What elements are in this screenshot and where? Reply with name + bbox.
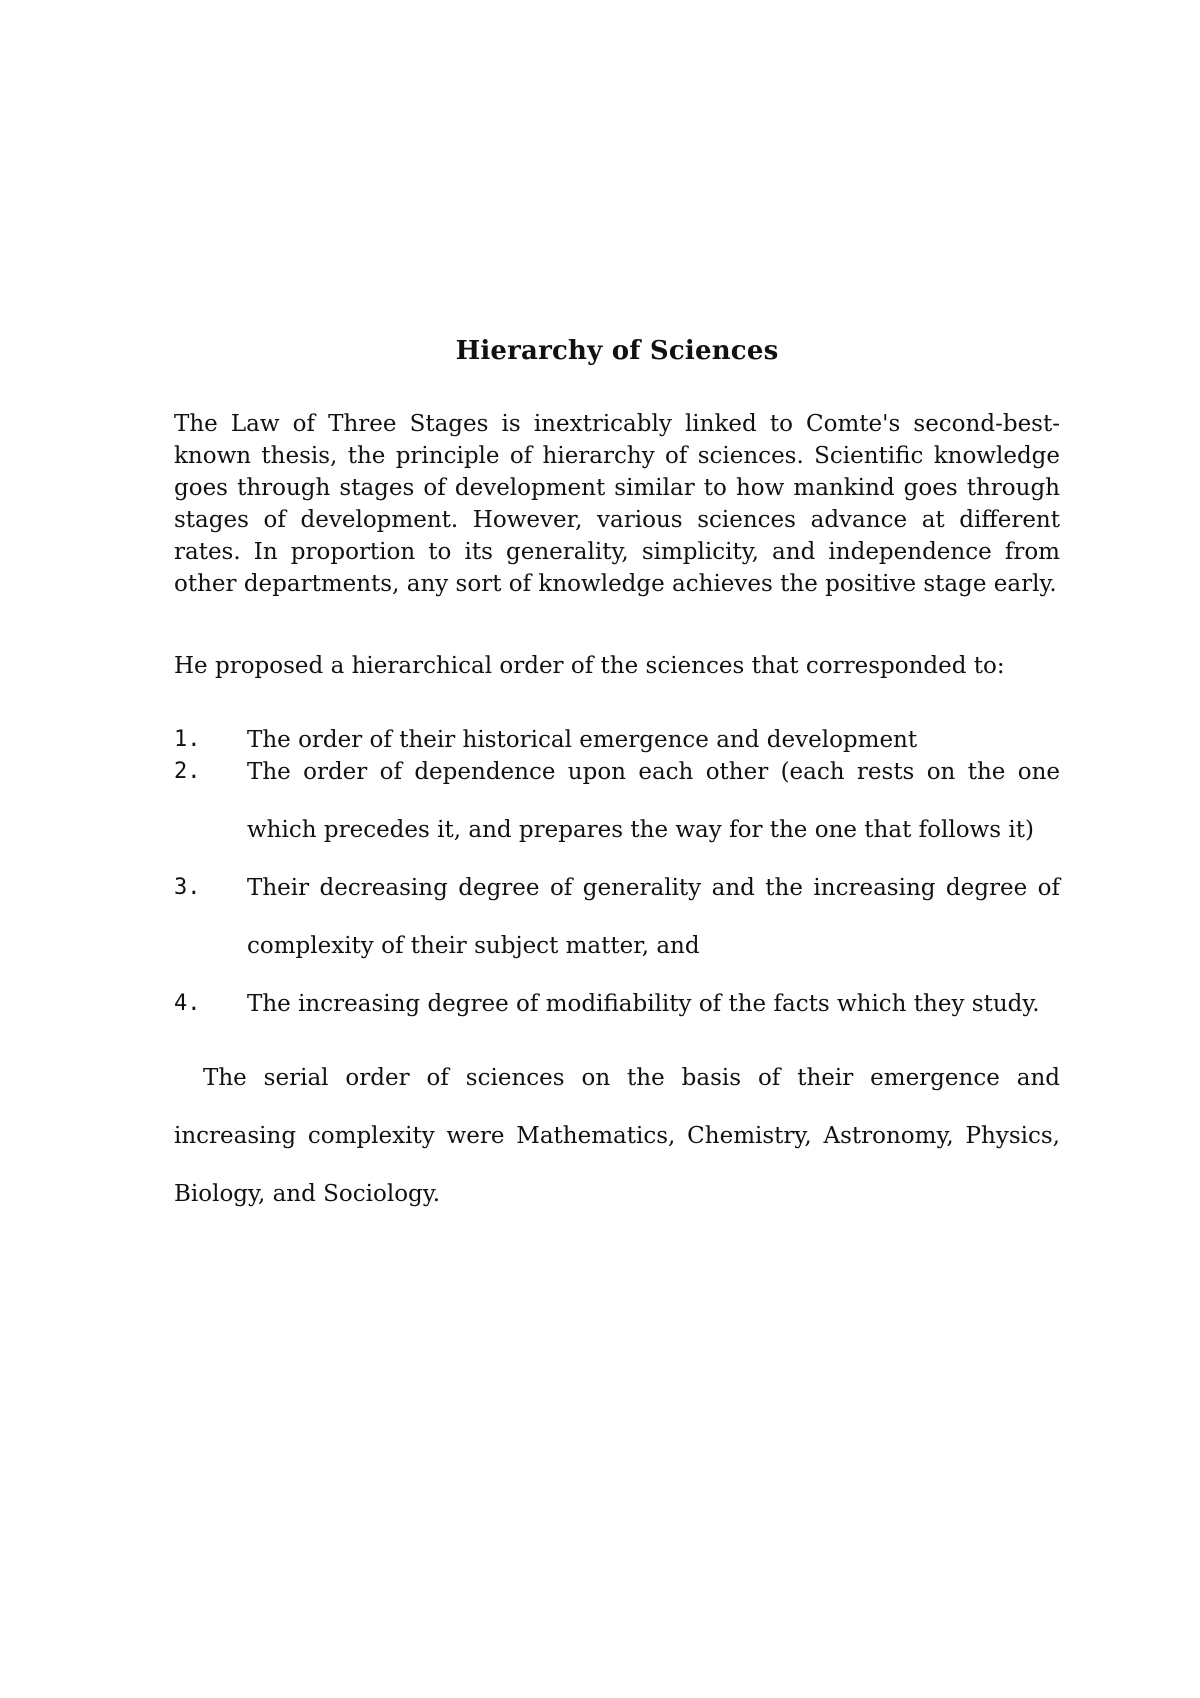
- list-item-number: 1.: [174, 727, 201, 752]
- paragraph-serial-order: The serial order of sciences on the basis of their emergence and increasing complexity were Mathematics, Chemistry, Astronomy, Physics, Biology, and Sociology.: [174, 1065, 1060, 1207]
- paragraph-law-of-three-stages: The Law of Three Stages is inextricably linked to Comte's second-best-known thesis, the principle of hierarchy of sciences. Scientific knowledge goes through stages of development similar to how mankind goes through stages of development. However, various sciences advance at different rates. In proportion to its generality, simplicity, and independence from other departments, any sort of knowledge achieves the positive stage early.: [174, 411, 1060, 597]
- document-page: [174, 336, 1060, 1246]
- list-item-number: 3.: [174, 875, 201, 900]
- list-item: [174, 743, 1060, 859]
- list-item-text: Their decreasing degree of generality and the increasing degree of complexity of their subject matter, and: [247, 875, 1060, 959]
- list-item-number: 4.: [174, 991, 201, 1016]
- list-item: [174, 859, 1060, 975]
- list-intro: He proposed a hierarchical order of the sciences that corresponded to:: [174, 653, 1005, 679]
- list-item: [174, 975, 1060, 1033]
- list-item-number: 2.: [174, 759, 201, 784]
- list-item-text: The order of dependence upon each other (each rests on the one which precedes it, and prepares the way for the one that follows it): [247, 759, 1060, 843]
- page-title: Hierarchy of Sciences: [455, 336, 779, 366]
- list-item-text: The increasing degree of modifiability of the facts which they study.: [247, 991, 1040, 1017]
- hierarchy-criteria-list: [174, 724, 1060, 1033]
- list-item-text: The order of their historical emergence and development: [247, 727, 918, 753]
